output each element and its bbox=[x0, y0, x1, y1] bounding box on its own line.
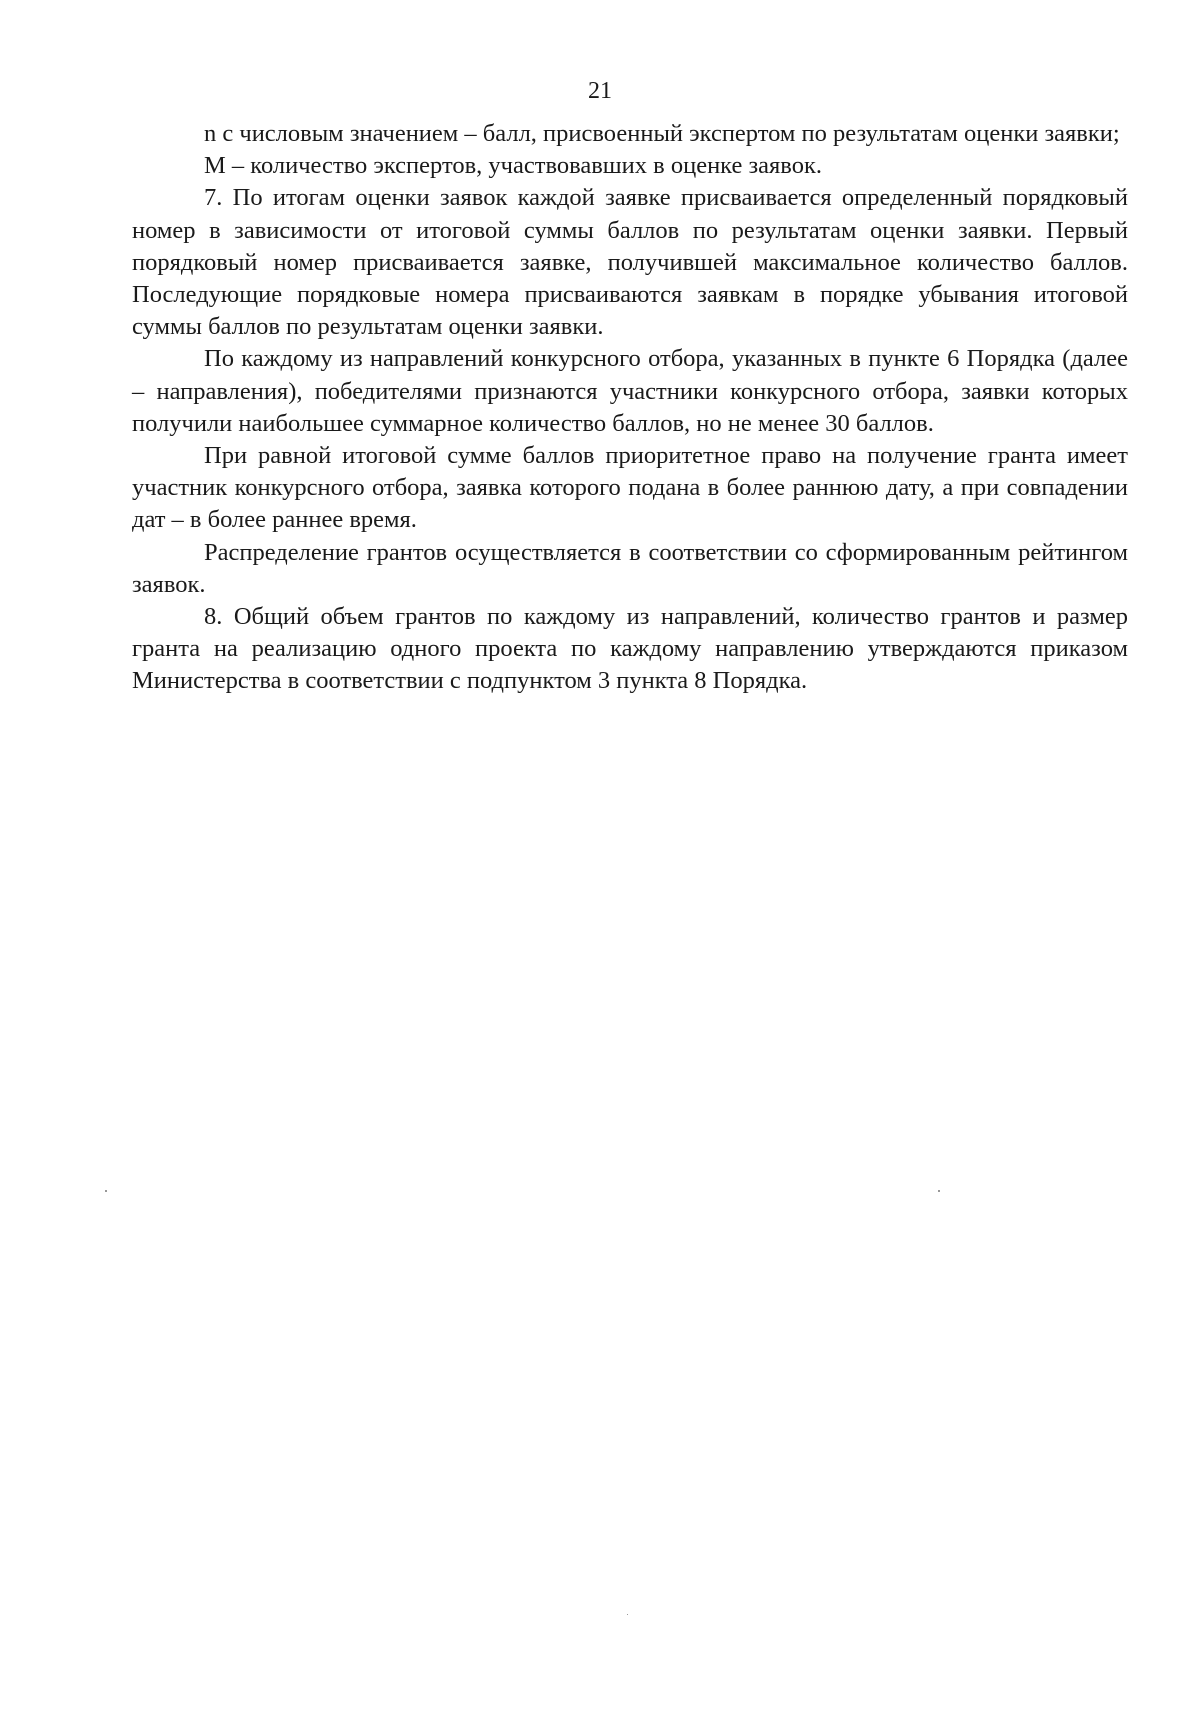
paragraph-winners: По каждому из направлений конкурсного отбора, указанных в пункте 6 Порядка (далее – направления), победителями признаются участники конкурсного отбора, заявки которых получили наибольшее суммарное количество баллов, но не менее 30 баллов. bbox=[132, 345, 1128, 437]
paragraph-n-definition: n с числовым значением – балл, присвоенный экспертом по результатам оценки заявки; bbox=[204, 120, 1120, 147]
paragraph-item-7: 7. По итогам оценки заявок каждой заявке присваивается определенный порядковый номер в зависимости от итоговой суммы баллов по результатам оценки заявки. Первый порядковый номер присваивается заявке, получившей максимальное количество баллов. Последующие порядковые номера присваиваются заявкам в порядке убывания итоговой суммы баллов по результатам оценки заявки. bbox=[132, 184, 1128, 341]
paragraph-item-8: 8. Общий объем грантов по каждому из направлений, количество грантов и размер гранта на реализацию одного проекта по каждому направлению утверждаются приказом Министерства в соответствии с подпунктом 3 пункта 8 Порядка. bbox=[132, 603, 1128, 695]
scan-speck bbox=[627, 1614, 628, 1615]
scan-speck bbox=[938, 1190, 940, 1192]
paragraph-tie-break: При равной итоговой сумме баллов приоритетное право на получение гранта имеет участник конкурсного отбора, заявка которого подана в более раннюю дату, а при совпадении дат – в более раннее время. bbox=[132, 442, 1128, 534]
scan-speck bbox=[105, 1190, 107, 1192]
document-body bbox=[132, 118, 1128, 698]
paragraph-distribution: Распределение грантов осуществляется в соответствии со сформированным рейтингом заявок. bbox=[132, 538, 1128, 598]
paragraph-m-definition: M – количество экспертов, участвовавших в оценке заявок. bbox=[204, 152, 822, 180]
page-number: 21 bbox=[588, 78, 612, 104]
